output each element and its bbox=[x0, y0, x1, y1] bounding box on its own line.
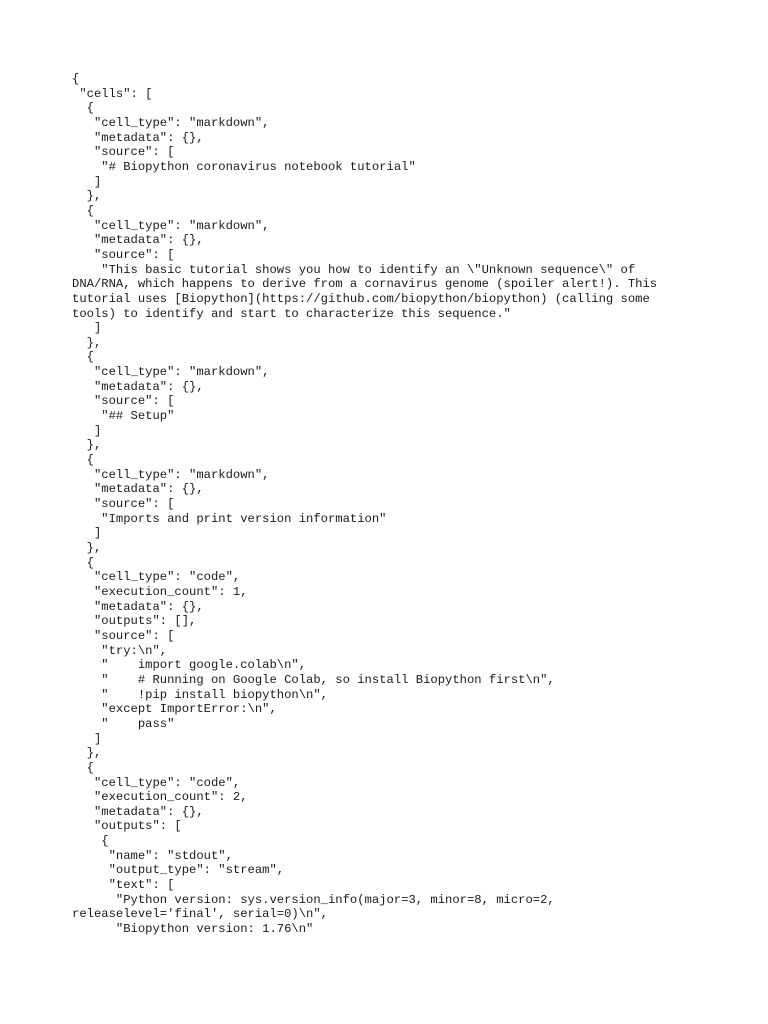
notebook-json-text: { "cells": [ { "cell_type": "markdown", "metadata": {}, "source": [ "# Biopython coronavirus notebook tutorial" ] }, { "cell_type": "markdown", "metadata": {}, "source": [ "This basic tutorial shows you how to identify an \"Unknown sequence\" of DNA/RNA, which happens to derive from a cornavirus genome (spoiler alert!). This tutorial uses [Biopython](https://github.com/biopython/biopython) (calling some tools) to identify and start to characterize this sequence." ] }, { "cell_type": "markdown", "metadata": {}, "source": [ "## Setup" ] }, { "cell_type": "markdown", "metadata": {}, "source": [ "Imports and print version information" ] }, { "cell_type": "code", "execution_count": 1, "metadata": {}, "outputs": [], "source": [ "try:\n", " import google.colab\n", " # Running on Google Colab, so install Biopython first\n", " !pip install biopython\n", "except ImportError:\n", " pass" ] }, { "cell_type": "code", "execution_count": 2, "metadata": {}, "outputs": [ { "name": "stdout", "output_type": "stream", "text": [ "Python version: sys.version_info(major=3, minor=8, micro=2, releaselevel='final', serial=0)\n", "Biopython version: 1.76\n" bbox=[72, 72, 658, 937]
